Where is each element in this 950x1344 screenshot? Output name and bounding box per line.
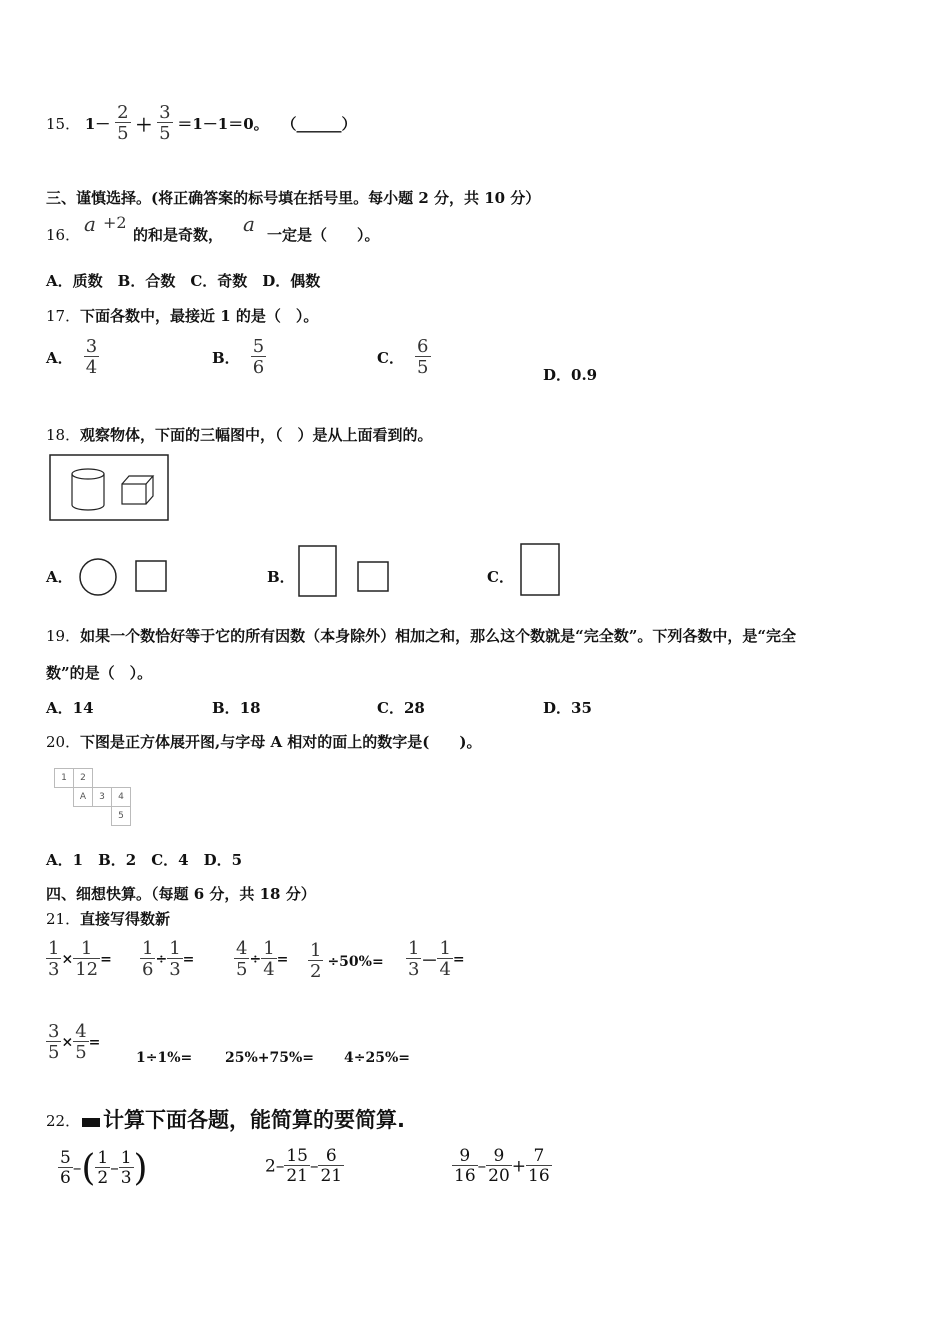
- net-cell: 1: [55, 769, 74, 788]
- q19-option-b: B．18: [212, 699, 261, 717]
- q15-rest: ＝1－1＝0。: [177, 115, 269, 133]
- net-cell: 5: [112, 807, 131, 826]
- q18-objects-figure: [49, 454, 171, 522]
- q21-item: $\frac{3}{5}$ × $\frac{4}{5}$ =: [48, 1021, 101, 1063]
- rectangle-icon: [299, 546, 336, 596]
- bracket-mark-icon: [82, 1118, 100, 1127]
- q17-text: 下面各数中，最接近 1 的是（ ）。: [80, 307, 319, 325]
- q22-text: 计算下面各题，能简算的要简算.: [103, 1108, 405, 1132]
- q17-option-d: D．0.9: [543, 366, 598, 384]
- q21-item: $\frac{4}{5}$ ÷ $\frac{1}{4}$ =: [236, 938, 289, 980]
- q18-number: 18．: [46, 426, 81, 444]
- q20-text: 下图是正方体展开图,与字母 A 相对的面上的数字是( )。: [80, 733, 482, 751]
- q16-number: 16．: [46, 226, 81, 244]
- q17-number: 17．: [46, 307, 81, 325]
- q17-option-a: A． $\frac{3}{4}$: [46, 336, 98, 378]
- q21-item: 25%+75%=: [225, 1050, 315, 1066]
- q22-expression-3: $\frac{9}{16}$ – $\frac{9}{20}$ + $\frac{7}{16}$: [454, 1146, 550, 1186]
- q16-expr-a: a: [84, 212, 96, 236]
- q21-item: 4÷25%=: [344, 1050, 410, 1066]
- q16-expr-plus2: +2: [103, 213, 127, 232]
- net-cell: 2: [74, 769, 93, 788]
- q16-text-2: 一定是（ ）。: [267, 226, 380, 244]
- q16-options: A．质数 B．合数 C．奇数 D．偶数: [46, 272, 321, 290]
- cylinder-icon: [72, 469, 104, 510]
- net-cell: A: [74, 788, 93, 807]
- q17-option-b: B． $\frac{5}{6}$: [212, 336, 265, 378]
- q15-fraction-2: $\frac{3}{5}$: [159, 102, 171, 144]
- q21-item: 1÷1%=: [136, 1050, 193, 1066]
- q19-line-1: 19．如果一个数恰好等于它的所有因数（本身除外）相加之和，那么这个数就是“完全数”。下列各数中，是“完全: [46, 627, 796, 645]
- cube-icon: [122, 476, 153, 504]
- q21-item: $\frac{1}{3}$ － $\frac{1}{4}$ =: [408, 938, 465, 980]
- square-icon: [136, 561, 166, 591]
- q15-answer-blank: （______）: [281, 115, 357, 133]
- q22-expression-1: $\frac{5}{6}$ –( $\frac{1}{2}$ – $\frac{1}{3}$ ): [60, 1148, 148, 1189]
- q18-option-a-figure: [78, 556, 172, 598]
- q15-fraction-1: $\frac{2}{5}$: [117, 102, 129, 144]
- q16-var-a: a: [243, 212, 255, 236]
- q15-number: 15．: [46, 115, 81, 133]
- cube-net-figure: [54, 768, 131, 826]
- q19-option-c: C．28: [377, 699, 425, 717]
- q21-item: $\frac{1}{3}$ × $\frac{1}{12}$ =: [48, 938, 112, 980]
- q15-one: 1－: [84, 115, 111, 133]
- q21-number: 21．: [46, 910, 81, 928]
- q17-option-c: C． $\frac{6}{5}$: [377, 336, 429, 378]
- q18-option-c-figure: [518, 541, 564, 599]
- q18-text: 观察物体，下面的三幅图中，（ ）是从上面看到的。: [80, 426, 433, 444]
- rectangle-icon: [521, 544, 559, 595]
- q19-option-d: D．35: [543, 699, 592, 717]
- q20-number: 20．: [46, 733, 81, 751]
- square-icon: [358, 562, 388, 591]
- q19-option-a: A．14: [46, 699, 94, 717]
- q18-option-c-label: C．: [487, 568, 514, 586]
- q21-text: 直接写得数新: [80, 910, 171, 928]
- q21-item: $\frac{1}{2}$ ÷50%=: [310, 940, 384, 982]
- question-15: 15． 1－ $\frac{2}{5}$ ＋ $\frac{3}{5}$ ＝1－1＝0。 （______）: [46, 102, 357, 144]
- q21-item: $\frac{1}{6}$ ÷ $\frac{1}{3}$ =: [142, 938, 195, 980]
- q20-options: A．1 B．2 C．4 D．5: [46, 851, 243, 869]
- section-4-title: 四、细想快算。（每题 6 分，共 18 分）: [46, 885, 316, 903]
- section-3-title: 三、谨慎选择。(将正确答案的标号填在括号里。每小题 2 分，共 10 分）: [46, 189, 541, 207]
- q19-line-2: 数”的是（ ）。: [46, 664, 153, 682]
- q22-number: 22．: [46, 1112, 81, 1130]
- net-cell: 4: [112, 788, 131, 807]
- q18-option-a-label: A．: [46, 568, 73, 586]
- q22-expression-2: 2– $\frac{15}{21}$ – $\frac{6}{21}$: [265, 1146, 343, 1186]
- circle-icon: [80, 559, 116, 595]
- q16-text-1: 的和是奇数，: [133, 226, 224, 244]
- net-cell: 3: [93, 788, 112, 807]
- q18-option-b-figure: [296, 543, 392, 599]
- q18-option-b-label: B．: [267, 568, 295, 586]
